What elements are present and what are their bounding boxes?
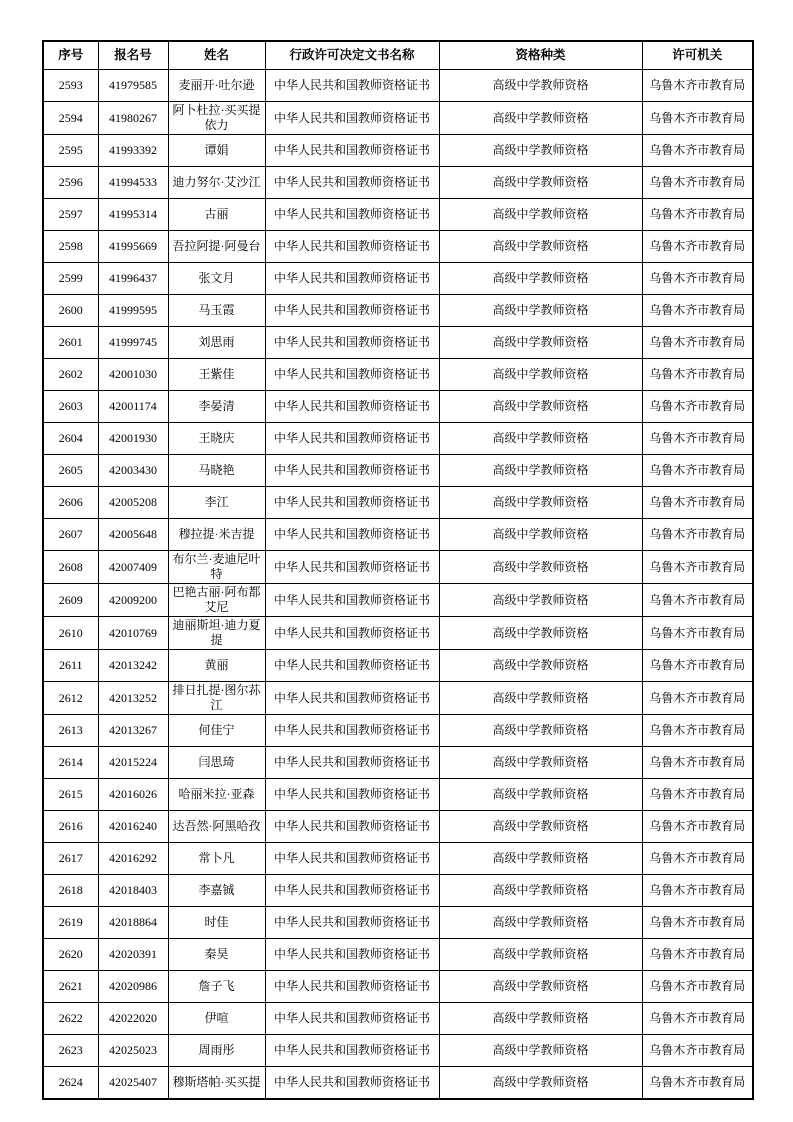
- header-doc: 行政许可决定文书名称: [265, 41, 439, 70]
- cell-qual: 高级中学教师资格: [439, 682, 642, 715]
- table-row: [43, 1035, 753, 1067]
- cell-qual: 高级中学教师资格: [439, 391, 642, 423]
- cell-qual: 高级中学教师资格: [439, 102, 642, 135]
- cell-auth: 乌鲁木齐市教育局: [642, 1003, 753, 1035]
- cell-doc: 中华人民共和国教师资格证书: [265, 199, 439, 231]
- cell-doc: 中华人民共和国教师资格证书: [265, 811, 439, 843]
- cell-qual: 高级中学教师资格: [439, 971, 642, 1003]
- cell-doc: 中华人民共和国教师资格证书: [265, 455, 439, 487]
- table-header-row: [43, 41, 753, 70]
- cell-seq: 2594: [43, 102, 98, 135]
- cell-doc: 中华人民共和国教师资格证书: [265, 875, 439, 907]
- cell-reg: 42013242: [98, 650, 168, 682]
- cell-seq: 2614: [43, 747, 98, 779]
- cell-reg: 42013252: [98, 682, 168, 715]
- cell-name: 排日扎提·图尔荪江: [168, 682, 265, 715]
- cell-reg: 42016292: [98, 843, 168, 875]
- cell-doc: 中华人民共和国教师资格证书: [265, 231, 439, 263]
- cell-auth: 乌鲁木齐市教育局: [642, 391, 753, 423]
- cell-qual: 高级中学教师资格: [439, 167, 642, 199]
- cell-name: 秦昊: [168, 939, 265, 971]
- table-row: [43, 455, 753, 487]
- cell-auth: 乌鲁木齐市教育局: [642, 551, 753, 584]
- cell-auth: 乌鲁木齐市教育局: [642, 650, 753, 682]
- header-name: 姓名: [168, 41, 265, 70]
- cell-qual: 高级中学教师资格: [439, 551, 642, 584]
- cell-seq: 2607: [43, 519, 98, 551]
- cell-reg: 42007409: [98, 551, 168, 584]
- table-row: [43, 682, 753, 715]
- cell-name: 李嘉铖: [168, 875, 265, 907]
- cell-doc: 中华人民共和国教师资格证书: [265, 971, 439, 1003]
- cell-seq: 2620: [43, 939, 98, 971]
- cell-auth: 乌鲁木齐市教育局: [642, 327, 753, 359]
- header-qual: 资格种类: [439, 41, 642, 70]
- cell-seq: 2601: [43, 327, 98, 359]
- cell-name: 迪力努尔·艾沙江: [168, 167, 265, 199]
- cell-name: 常卜凡: [168, 843, 265, 875]
- cell-reg: 42025407: [98, 1067, 168, 1100]
- cell-auth: 乌鲁木齐市教育局: [642, 70, 753, 102]
- cell-reg: 41995314: [98, 199, 168, 231]
- table-row: [43, 102, 753, 135]
- cell-reg: 41995669: [98, 231, 168, 263]
- table-row: [43, 391, 753, 423]
- table-row: [43, 167, 753, 199]
- cell-doc: 中华人民共和国教师资格证书: [265, 295, 439, 327]
- cell-auth: 乌鲁木齐市教育局: [642, 1035, 753, 1067]
- cell-auth: 乌鲁木齐市教育局: [642, 487, 753, 519]
- cell-seq: 2599: [43, 263, 98, 295]
- cell-qual: 高级中学教师资格: [439, 263, 642, 295]
- cell-seq: 2600: [43, 295, 98, 327]
- cell-qual: 高级中学教师资格: [439, 650, 642, 682]
- cell-qual: 高级中学教师资格: [439, 295, 642, 327]
- cell-doc: 中华人民共和国教师资格证书: [265, 1003, 439, 1035]
- cell-doc: 中华人民共和国教师资格证书: [265, 327, 439, 359]
- cell-qual: 高级中学教师资格: [439, 455, 642, 487]
- table-row: [43, 907, 753, 939]
- table-row: [43, 135, 753, 167]
- cell-name: 穆斯塔帕·买买提: [168, 1067, 265, 1100]
- cell-name: 周雨彤: [168, 1035, 265, 1067]
- cell-auth: 乌鲁木齐市教育局: [642, 167, 753, 199]
- cell-seq: 2624: [43, 1067, 98, 1100]
- header-auth: 许可机关: [642, 41, 753, 70]
- cell-qual: 高级中学教师资格: [439, 1003, 642, 1035]
- cell-auth: 乌鲁木齐市教育局: [642, 939, 753, 971]
- cell-seq: 2621: [43, 971, 98, 1003]
- cell-auth: 乌鲁木齐市教育局: [642, 875, 753, 907]
- table-row: [43, 327, 753, 359]
- cell-reg: 42005648: [98, 519, 168, 551]
- cell-doc: 中华人民共和国教师资格证书: [265, 423, 439, 455]
- cell-name: 巴艳古丽·阿布都艾尼: [168, 584, 265, 617]
- table-row: [43, 617, 753, 650]
- cell-auth: 乌鲁木齐市教育局: [642, 779, 753, 811]
- cell-name: 哈丽米拉·亚森: [168, 779, 265, 811]
- cell-reg: 42020391: [98, 939, 168, 971]
- cell-doc: 中华人民共和国教师资格证书: [265, 1067, 439, 1100]
- cell-reg: 42009200: [98, 584, 168, 617]
- cell-qual: 高级中学教师资格: [439, 1035, 642, 1067]
- cell-qual: 高级中学教师资格: [439, 907, 642, 939]
- cell-reg: 41980267: [98, 102, 168, 135]
- cell-qual: 高级中学教师资格: [439, 779, 642, 811]
- cell-seq: 2595: [43, 135, 98, 167]
- cell-seq: 2623: [43, 1035, 98, 1067]
- cell-seq: 2610: [43, 617, 98, 650]
- cell-seq: 2603: [43, 391, 98, 423]
- cell-reg: 42022020: [98, 1003, 168, 1035]
- cell-qual: 高级中学教师资格: [439, 584, 642, 617]
- cell-seq: 2619: [43, 907, 98, 939]
- cell-reg: 42013267: [98, 715, 168, 747]
- cell-name: 张文月: [168, 263, 265, 295]
- cell-seq: 2613: [43, 715, 98, 747]
- cell-auth: 乌鲁木齐市教育局: [642, 682, 753, 715]
- table-row: [43, 779, 753, 811]
- cell-qual: 高级中学教师资格: [439, 747, 642, 779]
- cell-name: 穆拉提·米吉提: [168, 519, 265, 551]
- cell-name: 李江: [168, 487, 265, 519]
- cell-reg: 41999745: [98, 327, 168, 359]
- cell-seq: 2604: [43, 423, 98, 455]
- cell-name: 达吾然·阿黑哈孜: [168, 811, 265, 843]
- cell-reg: 42001930: [98, 423, 168, 455]
- cell-auth: 乌鲁木齐市教育局: [642, 747, 753, 779]
- cell-doc: 中华人民共和国教师资格证书: [265, 359, 439, 391]
- cell-name: 詹子飞: [168, 971, 265, 1003]
- cell-name: 布尔兰·麦迪尼叶特: [168, 551, 265, 584]
- cell-qual: 高级中学教师资格: [439, 70, 642, 102]
- cell-reg: 42018403: [98, 875, 168, 907]
- cell-auth: 乌鲁木齐市教育局: [642, 455, 753, 487]
- cell-auth: 乌鲁木齐市教育局: [642, 617, 753, 650]
- table-row: [43, 519, 753, 551]
- cell-doc: 中华人民共和国教师资格证书: [265, 263, 439, 295]
- cell-reg: 42003430: [98, 455, 168, 487]
- cell-qual: 高级中学教师资格: [439, 939, 642, 971]
- cell-doc: 中华人民共和国教师资格证书: [265, 487, 439, 519]
- cell-name: 谭娟: [168, 135, 265, 167]
- cell-auth: 乌鲁木齐市教育局: [642, 907, 753, 939]
- cell-doc: 中华人民共和国教师资格证书: [265, 519, 439, 551]
- cell-auth: 乌鲁木齐市教育局: [642, 811, 753, 843]
- cell-qual: 高级中学教师资格: [439, 487, 642, 519]
- cell-qual: 高级中学教师资格: [439, 199, 642, 231]
- cell-auth: 乌鲁木齐市教育局: [642, 519, 753, 551]
- cell-auth: 乌鲁木齐市教育局: [642, 584, 753, 617]
- header-reg: 报名号: [98, 41, 168, 70]
- cell-auth: 乌鲁木齐市教育局: [642, 263, 753, 295]
- cell-auth: 乌鲁木齐市教育局: [642, 359, 753, 391]
- cell-doc: 中华人民共和国教师资格证书: [265, 617, 439, 650]
- cell-qual: 高级中学教师资格: [439, 715, 642, 747]
- cell-seq: 2598: [43, 231, 98, 263]
- table-row: [43, 584, 753, 617]
- cell-auth: 乌鲁木齐市教育局: [642, 971, 753, 1003]
- cell-reg: 42010769: [98, 617, 168, 650]
- cell-seq: 2612: [43, 682, 98, 715]
- table-row: [43, 295, 753, 327]
- cell-doc: 中华人民共和国教师资格证书: [265, 135, 439, 167]
- cell-qual: 高级中学教师资格: [439, 843, 642, 875]
- table-row: [43, 971, 753, 1003]
- cell-seq: 2602: [43, 359, 98, 391]
- cell-name: 王紫佳: [168, 359, 265, 391]
- table-row: [43, 70, 753, 102]
- table-row: [43, 359, 753, 391]
- cell-doc: 中华人民共和国教师资格证书: [265, 102, 439, 135]
- cell-doc: 中华人民共和国教师资格证书: [265, 584, 439, 617]
- cell-auth: 乌鲁木齐市教育局: [642, 295, 753, 327]
- cell-name: 黄丽: [168, 650, 265, 682]
- cell-name: 阿卜杜拉·买买提依力: [168, 102, 265, 135]
- cell-name: 麦丽开·吐尔逊: [168, 70, 265, 102]
- cell-doc: 中华人民共和国教师资格证书: [265, 907, 439, 939]
- cell-qual: 高级中学教师资格: [439, 231, 642, 263]
- table-row: [43, 551, 753, 584]
- table-row: [43, 263, 753, 295]
- table-row: [43, 939, 753, 971]
- cell-reg: 42025023: [98, 1035, 168, 1067]
- cell-seq: 2605: [43, 455, 98, 487]
- cell-auth: 乌鲁木齐市教育局: [642, 231, 753, 263]
- cell-seq: 2618: [43, 875, 98, 907]
- table-row: [43, 423, 753, 455]
- cell-auth: 乌鲁木齐市教育局: [642, 102, 753, 135]
- cell-name: 何佳宁: [168, 715, 265, 747]
- cell-qual: 高级中学教师资格: [439, 811, 642, 843]
- license-table: [42, 40, 754, 1100]
- table-row: [43, 650, 753, 682]
- cell-reg: 42015224: [98, 747, 168, 779]
- cell-seq: 2611: [43, 650, 98, 682]
- cell-reg: 42001174: [98, 391, 168, 423]
- cell-qual: 高级中学教师资格: [439, 423, 642, 455]
- cell-doc: 中华人民共和国教师资格证书: [265, 551, 439, 584]
- cell-auth: 乌鲁木齐市教育局: [642, 423, 753, 455]
- cell-reg: 41994533: [98, 167, 168, 199]
- cell-seq: 2596: [43, 167, 98, 199]
- cell-doc: 中华人民共和国教师资格证书: [265, 747, 439, 779]
- cell-doc: 中华人民共和国教师资格证书: [265, 779, 439, 811]
- header-seq: 序号: [43, 41, 98, 70]
- cell-doc: 中华人民共和国教师资格证书: [265, 1035, 439, 1067]
- cell-name: 迪丽斯坦·迪力夏提: [168, 617, 265, 650]
- cell-qual: 高级中学教师资格: [439, 519, 642, 551]
- cell-qual: 高级中学教师资格: [439, 135, 642, 167]
- cell-seq: 2609: [43, 584, 98, 617]
- cell-reg: 42018864: [98, 907, 168, 939]
- cell-seq: 2597: [43, 199, 98, 231]
- cell-name: 时佳: [168, 907, 265, 939]
- cell-name: 古丽: [168, 199, 265, 231]
- cell-name: 闫思琦: [168, 747, 265, 779]
- cell-seq: 2617: [43, 843, 98, 875]
- cell-seq: 2608: [43, 551, 98, 584]
- cell-qual: 高级中学教师资格: [439, 1067, 642, 1100]
- table-row: [43, 1003, 753, 1035]
- cell-doc: 中华人民共和国教师资格证书: [265, 715, 439, 747]
- cell-reg: 42016240: [98, 811, 168, 843]
- cell-reg: 41993392: [98, 135, 168, 167]
- cell-auth: 乌鲁木齐市教育局: [642, 843, 753, 875]
- cell-auth: 乌鲁木齐市教育局: [642, 715, 753, 747]
- cell-seq: 2615: [43, 779, 98, 811]
- cell-reg: 42016026: [98, 779, 168, 811]
- cell-reg: 42005208: [98, 487, 168, 519]
- cell-auth: 乌鲁木齐市教育局: [642, 199, 753, 231]
- cell-doc: 中华人民共和国教师资格证书: [265, 650, 439, 682]
- cell-name: 吾拉阿提·阿曼台: [168, 231, 265, 263]
- cell-doc: 中华人民共和国教师资格证书: [265, 682, 439, 715]
- cell-qual: 高级中学教师资格: [439, 617, 642, 650]
- table-row: [43, 843, 753, 875]
- table-row: [43, 811, 753, 843]
- cell-reg: 41996437: [98, 263, 168, 295]
- cell-doc: 中华人民共和国教师资格证书: [265, 167, 439, 199]
- cell-name: 伊喧: [168, 1003, 265, 1035]
- cell-seq: 2622: [43, 1003, 98, 1035]
- cell-qual: 高级中学教师资格: [439, 327, 642, 359]
- cell-doc: 中华人民共和国教师资格证书: [265, 70, 439, 102]
- cell-name: 刘思雨: [168, 327, 265, 359]
- table-row: [43, 487, 753, 519]
- cell-reg: 42001030: [98, 359, 168, 391]
- cell-seq: 2616: [43, 811, 98, 843]
- table-row: [43, 715, 753, 747]
- cell-reg: 41999595: [98, 295, 168, 327]
- cell-auth: 乌鲁木齐市教育局: [642, 1067, 753, 1100]
- cell-doc: 中华人民共和国教师资格证书: [265, 843, 439, 875]
- cell-qual: 高级中学教师资格: [439, 359, 642, 391]
- cell-name: 马玉霞: [168, 295, 265, 327]
- cell-name: 王晓庆: [168, 423, 265, 455]
- cell-name: 马晓艳: [168, 455, 265, 487]
- table-row: [43, 747, 753, 779]
- cell-auth: 乌鲁木齐市教育局: [642, 135, 753, 167]
- cell-doc: 中华人民共和国教师资格证书: [265, 939, 439, 971]
- cell-seq: 2606: [43, 487, 98, 519]
- cell-name: 李晏清: [168, 391, 265, 423]
- table-body: [43, 70, 753, 1100]
- cell-seq: 2593: [43, 70, 98, 102]
- cell-reg: 42020986: [98, 971, 168, 1003]
- cell-doc: 中华人民共和国教师资格证书: [265, 391, 439, 423]
- cell-reg: 41979585: [98, 70, 168, 102]
- table-row: [43, 231, 753, 263]
- table-row: [43, 1067, 753, 1100]
- table-row: [43, 199, 753, 231]
- cell-qual: 高级中学教师资格: [439, 875, 642, 907]
- table-row: [43, 875, 753, 907]
